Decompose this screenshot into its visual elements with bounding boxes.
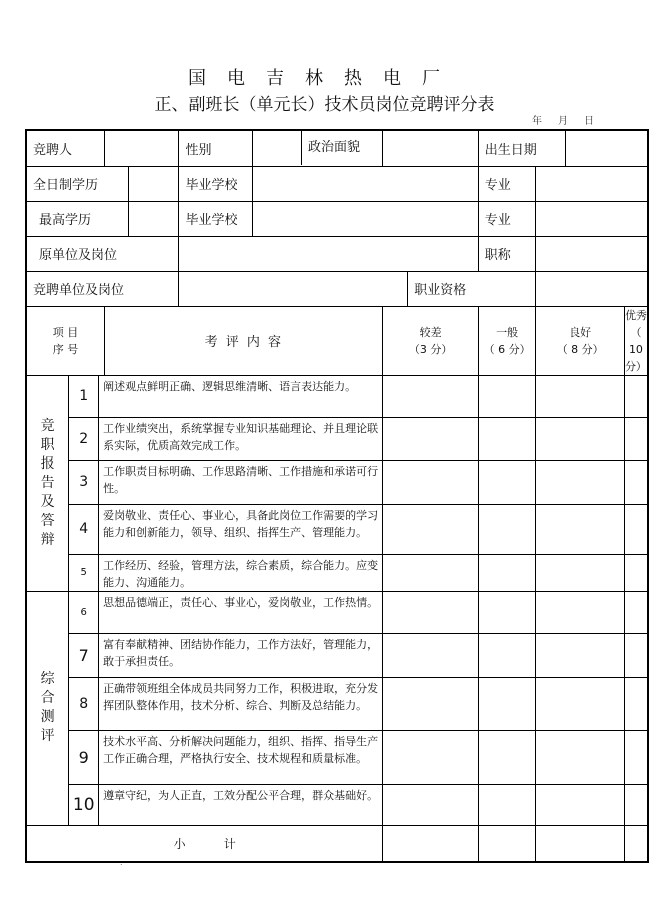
criterion-row [26,677,648,730]
criterion-text: 工作职责目标明确、工作思路清晰、工作措施和承诺可行性。 [99,460,383,504]
criterion-number: 6 [69,591,99,633]
score-cell-fair[interactable] [478,633,536,677]
group-report-label: 竞 职 报 告 及 答 辩 [26,375,69,591]
score-cell-fair[interactable] [478,417,536,460]
label-fulltime-education: 全日制学历 [26,166,128,201]
form-title: 正、副班长（单元长）技术员岗位竞聘评分表 [154,95,495,115]
header-item-seq [26,306,105,375]
field-fulltime-education[interactable] [128,166,179,201]
score-cell-good[interactable] [536,591,624,633]
criterion-text: 正确带领班组全体成员共同努力工作，积极进取，充分发挥团队整体作用，技术分析、综合、判断及总结能力。 [99,677,383,730]
criterion-number: 5 [69,554,99,591]
criterion-number: 4 [69,504,99,554]
field-qualification[interactable] [536,271,648,306]
footer-mark: . [120,858,123,867]
criterion-number: 2 [69,417,99,460]
score-cell-excellent[interactable] [624,677,648,730]
header-poor-label: 较差 [419,325,442,339]
score-cell-excellent[interactable] [624,730,648,784]
criterion-text: 阐述观点鲜明正确、逻辑思维清晰、语言表达能力。 [99,375,383,417]
score-cell-poor[interactable] [383,677,478,730]
label-major-2: 专业 [478,201,536,236]
criterion-row [26,375,648,417]
criterion-number: 9 [69,730,99,784]
field-major[interactable] [536,166,648,201]
criterion-row [26,554,648,591]
score-cell-good[interactable] [536,375,624,417]
label-gender: 性别 [179,130,253,166]
label-graduate-school-2: 毕业学校 [179,201,253,236]
score-cell-excellent[interactable] [624,504,648,554]
header-excellent-score: （ 10 分） [624,325,647,373]
criterion-row [26,460,648,504]
criterion-text: 技术水平高、分析解决问题能力，组织、指挥、指导生产工作正确合理，严格执行安全、技术规程和质量标准。 [99,730,383,784]
score-header-row [26,306,648,375]
date-month: 月 [558,116,570,127]
criterion-text: 思想品德端正，责任心、事业心，爱岗敬业，工作热情。 [99,591,383,633]
criterion-text: 爱岗敬业、责任心、事业心，具备此岗位工作需要的学习能力和创新能力，领导、组织、指挥生产、管理能力。 [99,504,383,554]
subtotal-excellent[interactable] [624,825,648,862]
header-excellent-label: 优秀 [624,308,647,322]
score-cell-good[interactable] [536,730,624,784]
criterion-row [26,633,648,677]
field-graduate-school[interactable] [252,166,478,201]
score-cell-fair[interactable] [478,460,536,504]
score-cell-excellent[interactable] [624,591,648,633]
score-cell-fair[interactable] [478,591,536,633]
field-original-unit-post[interactable] [179,236,478,271]
label-applicant: 竞聘人 [26,130,105,166]
subtotal-row [26,825,648,862]
header-item: 项 目 [52,325,79,339]
score-cell-fair[interactable] [478,554,536,591]
header-fair-label: 一般 [496,325,519,339]
score-cell-good[interactable] [536,677,624,730]
criterion-number: 3 [69,460,99,504]
header-good-label: 良好 [569,325,592,339]
field-birth-date[interactable] [566,130,648,166]
label-highest-education: 最高学历 [26,201,128,236]
organization-title: 国电吉林热电厂 [188,68,461,89]
score-cell-poor[interactable] [383,460,478,504]
field-gender[interactable] [252,130,382,166]
header-good-score: （ 8 分） [556,342,604,356]
criterion-text: 富有奉献精神、团结协作能力，工作方法好，管理能力，敢于承担责任。 [99,633,383,677]
date-day: 日 [584,116,596,127]
score-cell-good[interactable] [536,504,624,554]
field-political-status[interactable] [383,130,478,166]
info-row-2 [26,166,648,201]
header-poor-score: （3 分） [408,342,453,356]
field-applied-unit-post[interactable] [179,271,408,306]
field-applicant[interactable] [105,130,179,166]
criterion-text: 工作经历、经验，管理方法，综合素质，综合能力。应变能力、沟通能力。 [99,554,383,591]
info-row-1 [26,130,648,166]
subtotal-good[interactable] [536,825,624,862]
field-major-2[interactable] [536,201,648,236]
label-title: 职称 [478,236,536,271]
score-cell-poor[interactable] [383,554,478,591]
info-row-4 [26,236,648,271]
score-cell-fair[interactable] [478,677,536,730]
field-title[interactable] [536,236,648,271]
score-cell-poor[interactable] [383,730,478,784]
header-fair [478,306,536,375]
criterion-row [26,730,648,784]
score-cell-fair[interactable] [478,730,536,784]
subtotal-label: 小 计 [26,825,383,862]
info-row-3 [26,201,648,236]
header-content: 考 评 内 容 [105,306,383,375]
subtotal-fair[interactable] [478,825,536,862]
score-cell-poor[interactable] [383,591,478,633]
score-cell-poor[interactable] [383,633,478,677]
score-cell-good[interactable] [536,417,624,460]
criterion-number: 1 [69,375,99,417]
label-original-unit-post: 原单位及岗位 [26,236,179,271]
header-fair-score: （ 6 分） [483,342,531,356]
score-cell-excellent[interactable] [624,417,648,460]
score-cell-good[interactable] [536,784,624,825]
score-cell-good[interactable] [536,554,624,591]
score-cell-fair[interactable] [478,784,536,825]
score-cell-excellent[interactable] [624,554,648,591]
score-cell-fair[interactable] [478,375,536,417]
score-cell-good[interactable] [536,460,624,504]
header-good [536,306,624,375]
score-cell-poor[interactable] [383,417,478,460]
header-excellent [624,306,648,375]
label-graduate-school: 毕业学校 [179,166,253,201]
subtotal-poor[interactable] [383,825,478,862]
score-cell-excellent[interactable] [624,633,648,677]
score-cell-excellent[interactable] [624,460,648,504]
criterion-text: 遵章守纪，为人正直，工效分配公平合理，群众基础好。 [99,784,383,825]
label-political-status: 政治面貌 [307,140,360,156]
label-birth-date: 出生日期 [478,130,565,166]
group-evaluation-label: 综 合 测 评 [26,591,69,825]
header-seq: 序 号 [52,342,79,356]
score-cell-poor[interactable] [383,504,478,554]
label-applied-unit-post: 竞聘单位及岗位 [26,271,179,306]
date-year: 年 [532,116,544,127]
score-cell-poor[interactable] [383,375,478,417]
info-row-5 [26,271,648,306]
header-poor [383,306,478,375]
criterion-number: 10 [69,784,99,825]
label-qualification: 职业资格 [408,271,536,306]
criterion-number: 8 [69,677,99,730]
criterion-row [26,504,648,554]
score-cell-good[interactable] [536,633,624,677]
score-cell-excellent[interactable] [624,784,648,825]
label-major: 专业 [478,166,536,201]
criterion-text: 工作业绩突出，系统掌握专业知识基础理论、并且理论联系实际，优质高效完成工作。 [99,417,383,460]
date-line [532,112,610,127]
field-graduate-school-2[interactable] [252,201,478,236]
field-highest-education[interactable] [128,201,179,236]
score-cell-poor[interactable] [383,784,478,825]
criterion-row [26,591,648,633]
criterion-row [26,417,648,460]
criterion-row [26,784,648,825]
score-cell-excellent[interactable] [624,375,648,417]
score-cell-fair[interactable] [478,504,536,554]
scoring-form-table [25,129,649,863]
criterion-number: 7 [69,633,99,677]
